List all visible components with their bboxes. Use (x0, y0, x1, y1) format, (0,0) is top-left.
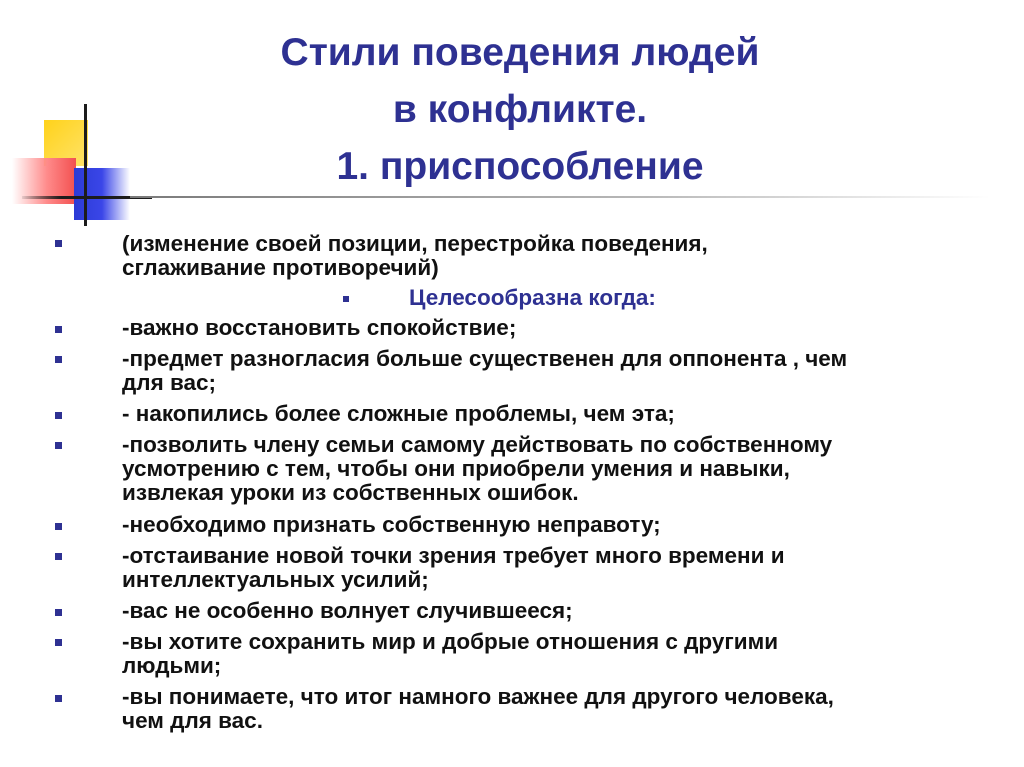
subheading-text: Целесообразна когда: (409, 285, 656, 310)
intro-text: (изменение своей позиции, перестройка поведения, сглаживание противоречий) (122, 231, 708, 280)
item-text: -вы понимаете, что итог намного важнее для другого человека, чем для вас. (122, 684, 834, 733)
item-text: -отстаивание новой точки зрения требует много времени и интеллектуальных усилий; (122, 543, 785, 592)
bullet-icon (55, 356, 62, 363)
item-text: -позволить члену семьи самому действовать по собственному усмотрению с тем, чтобы они приобрели умения и навыки, извлекая уроки из собственных ошибок. (122, 432, 833, 505)
title-line-3: 1. приспособление (336, 145, 704, 188)
bullet-icon (55, 240, 62, 247)
title-line-1: Стили поведения людей (280, 31, 760, 74)
bullet-icon (55, 326, 62, 333)
bullet-icon (55, 412, 62, 419)
item-text: -важно восстановить спокойствие; (122, 315, 517, 340)
item-text: -вы хотите сохранить мир и добрые отношения с другими людьми; (122, 629, 779, 678)
item-text: -предмет разногласия больше существенен для оппонента , чем для вас; (122, 346, 848, 395)
bullet-icon (55, 695, 62, 702)
bullet-icon (55, 553, 62, 560)
item-text: - накопились более сложные проблемы, чем эта; (122, 401, 675, 426)
blue-square (74, 168, 130, 220)
item-text: -вас не особенно волнует случившееся; (122, 598, 573, 623)
item-text: -необходимо признать собственную неправоту; (122, 512, 661, 537)
title-underline (130, 196, 990, 198)
bullet-icon (55, 442, 62, 449)
vertical-line (84, 104, 87, 226)
corner-decoration (0, 100, 140, 230)
slide-title (240, 24, 800, 195)
bullet-icon (55, 639, 62, 646)
bullet-icon (55, 523, 62, 530)
title-line-2: в конфликте. (392, 88, 648, 131)
bullet-icon (55, 609, 62, 616)
bullet-icon (343, 296, 349, 302)
